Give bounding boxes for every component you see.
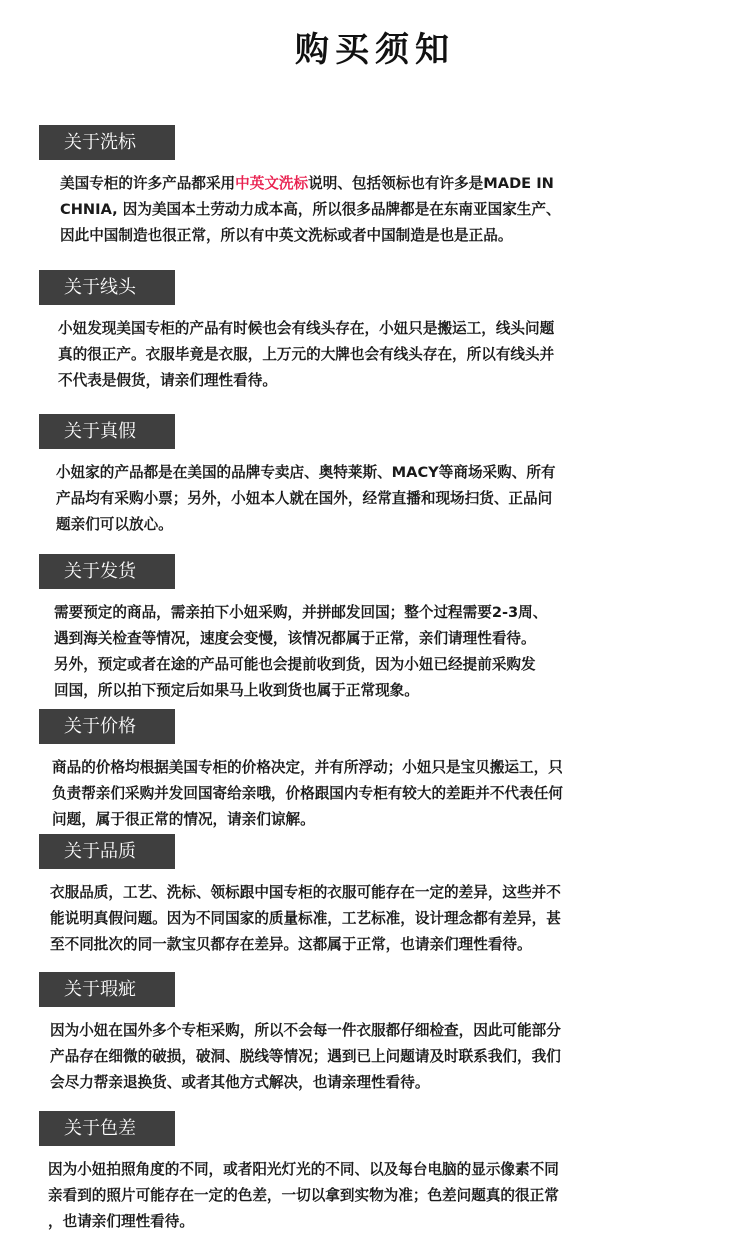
highlight-text: 中英文洗标	[235, 175, 309, 192]
body-line: 能说明真假问题。因为不同国家的质量标准，工艺标准，设计理念都有差异，甚	[50, 910, 561, 927]
body-line: 商品的价格均根据美国专柜的价格决定，并有所浮动；小妞只是宝贝搬运工，只	[52, 759, 563, 776]
body-line: 另外，预定或者在途的产品可能也会提前收到货，因为小妞已经提前采购发	[54, 656, 536, 673]
body-line: 题亲们可以放心。	[56, 516, 173, 533]
section-body	[48, 1157, 708, 1235]
body-line: 亲看到的照片可能存在一定的色差，一切以拿到实物为准；色差问题真的很正常	[48, 1187, 559, 1204]
section-body	[50, 880, 708, 958]
body-line: 衣服品质，工艺、洗标、领标跟中国专柜的衣服可能存在一定的差异，这些并不	[50, 884, 561, 901]
section-body	[58, 316, 708, 394]
body-line: 产品存在细微的破损，破洞、脱线等情况；遇到已上问题请及时联系我们，我们	[50, 1048, 561, 1065]
body-line: 遇到海关检查等情况，速度会变慢，该情况都属于正常，亲们请理性看待。	[54, 630, 536, 647]
body-line: 回国，所以拍下预定后如果马上收到货也属于正常现象。	[54, 682, 419, 699]
section-heading: 关于瑕疵	[39, 972, 175, 1007]
body-line: 小妞发现美国专柜的产品有时候也会有线头存在，小妞只是搬运工，线头问题	[58, 320, 555, 337]
body-line: 负责帮亲们采购并发回国寄给亲哦，价格跟国内专柜有较大的差距并不代表任何	[52, 785, 563, 802]
section-body	[60, 171, 708, 249]
section-heading: 关于真假	[39, 414, 175, 449]
body-line: 美国专柜的许多产品都采用中英文洗标说明、包括领标也有许多是MADE IN	[60, 175, 554, 192]
section-heading: 关于洗标	[39, 125, 175, 160]
section-body	[54, 600, 708, 704]
body-line: 真的很正产。衣服毕竟是衣服，上万元的大牌也会有线头存在，所以有线头并	[58, 346, 555, 363]
section-body	[50, 1018, 708, 1096]
section-body	[52, 755, 708, 833]
body-line: CHNIA, 因为美国本土劳动力成本高，所以很多品牌都是在东南亚国家生产、	[60, 201, 561, 218]
section-body	[56, 460, 708, 538]
body-line: 需要预定的商品，需亲拍下小妞采购，并拼邮发回国；整个过程需要2-3周、	[54, 604, 548, 621]
body-line: 不代表是假货，请亲们理性看待。	[58, 372, 277, 389]
section-heading: 关于色差	[39, 1111, 175, 1146]
page-title: 购买须知	[295, 30, 455, 70]
body-line: 因此中国制造也很正常，所以有中英文洗标或者中国制造是也是正品。	[60, 227, 513, 244]
body-line: 产品均有采购小票；另外，小妞本人就在国外，经常直播和现场扫货、正品问	[56, 490, 553, 507]
body-line: 会尽力帮亲退换货、或者其他方式解决，也请亲理性看待。	[50, 1074, 430, 1091]
body-line: 至不同批次的同一款宝贝都存在差异。这都属于正常，也请亲们理性看待。	[50, 936, 532, 953]
body-line: ，也请亲们理性看待。	[48, 1213, 194, 1230]
section-heading: 关于线头	[39, 270, 175, 305]
body-line: 因为小妞拍照角度的不同，或者阳光灯光的不同、以及每台电脑的显示像素不同	[48, 1161, 559, 1178]
body-line: 小妞家的产品都是在美国的品牌专卖店、奥特莱斯、MACY等商场采购、所有	[56, 464, 556, 481]
section-heading: 关于品质	[39, 834, 175, 869]
body-line: 问题，属于很正常的情况，请亲们谅解。	[52, 811, 315, 828]
body-line: 因为小妞在国外多个专柜采购，所以不会每一件衣服都仔细检查，因此可能部分	[50, 1022, 561, 1039]
section-heading: 关于发货	[39, 554, 175, 589]
section-heading: 关于价格	[39, 709, 175, 744]
